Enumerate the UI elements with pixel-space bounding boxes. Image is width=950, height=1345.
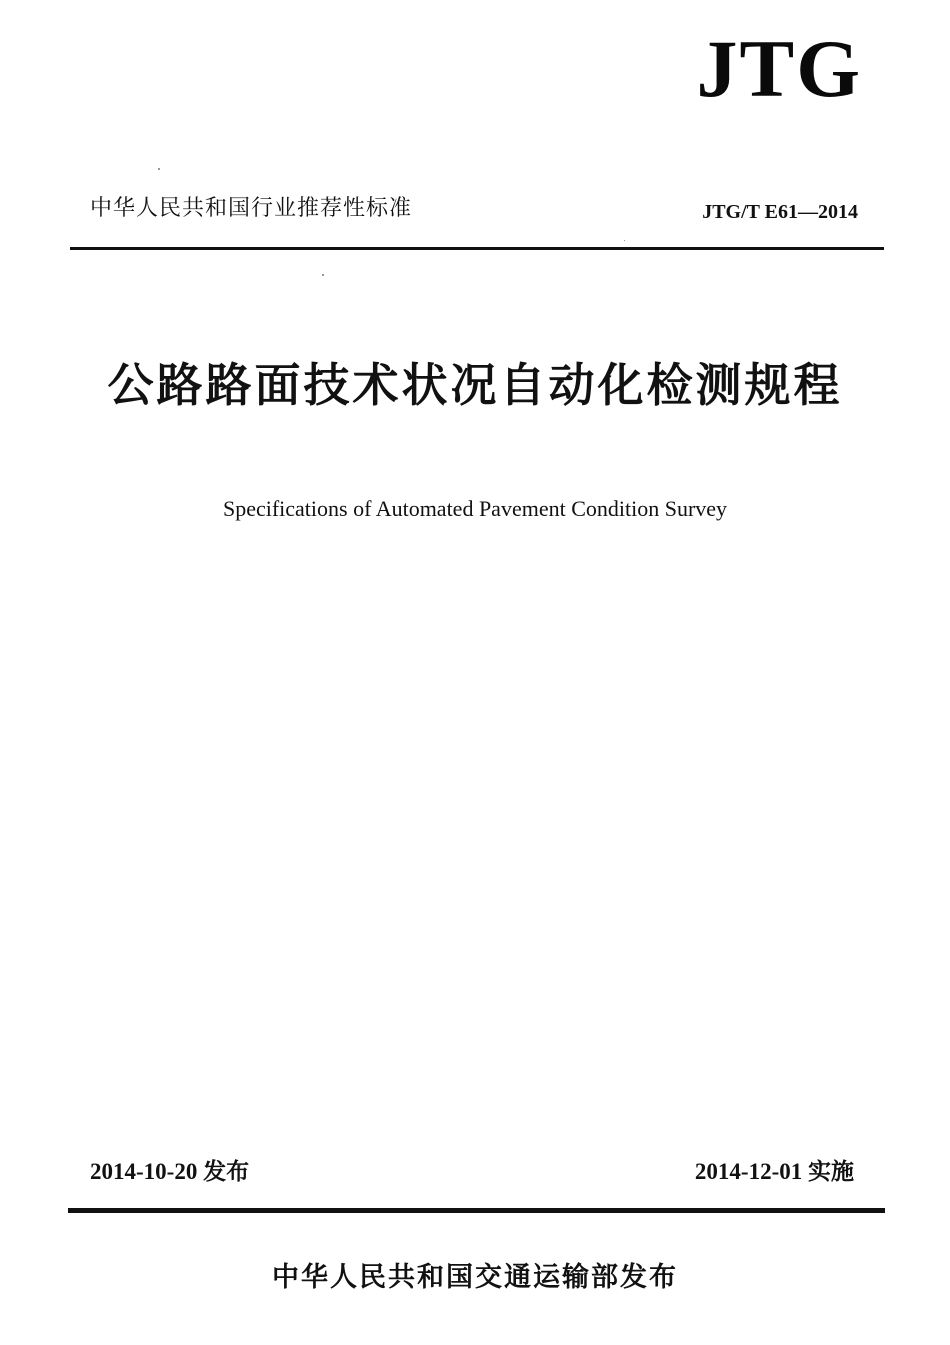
publisher: 中华人民共和国交通运输部发布 xyxy=(272,1262,678,1293)
issue-date: 2014-10-20 发布 xyxy=(90,1159,250,1184)
standard-category: 中华人民共和国行业推荐性标准 xyxy=(90,196,413,221)
top-divider xyxy=(70,247,884,250)
bottom-divider xyxy=(68,1208,885,1213)
scan-speck xyxy=(158,168,160,170)
scan-speck xyxy=(624,240,625,241)
implementation-date: 2014-12-01 实施 xyxy=(694,1159,854,1184)
document-title-english: Specifications of Automated Pavement Condition Survey xyxy=(222,496,728,521)
jtg-logo: JTG xyxy=(696,23,862,114)
standard-number: JTG/T E61—2014 xyxy=(702,201,858,223)
document-title-chinese: 公路路面技术状况自动化检测规程 xyxy=(107,358,843,412)
scan-speck xyxy=(322,274,324,276)
